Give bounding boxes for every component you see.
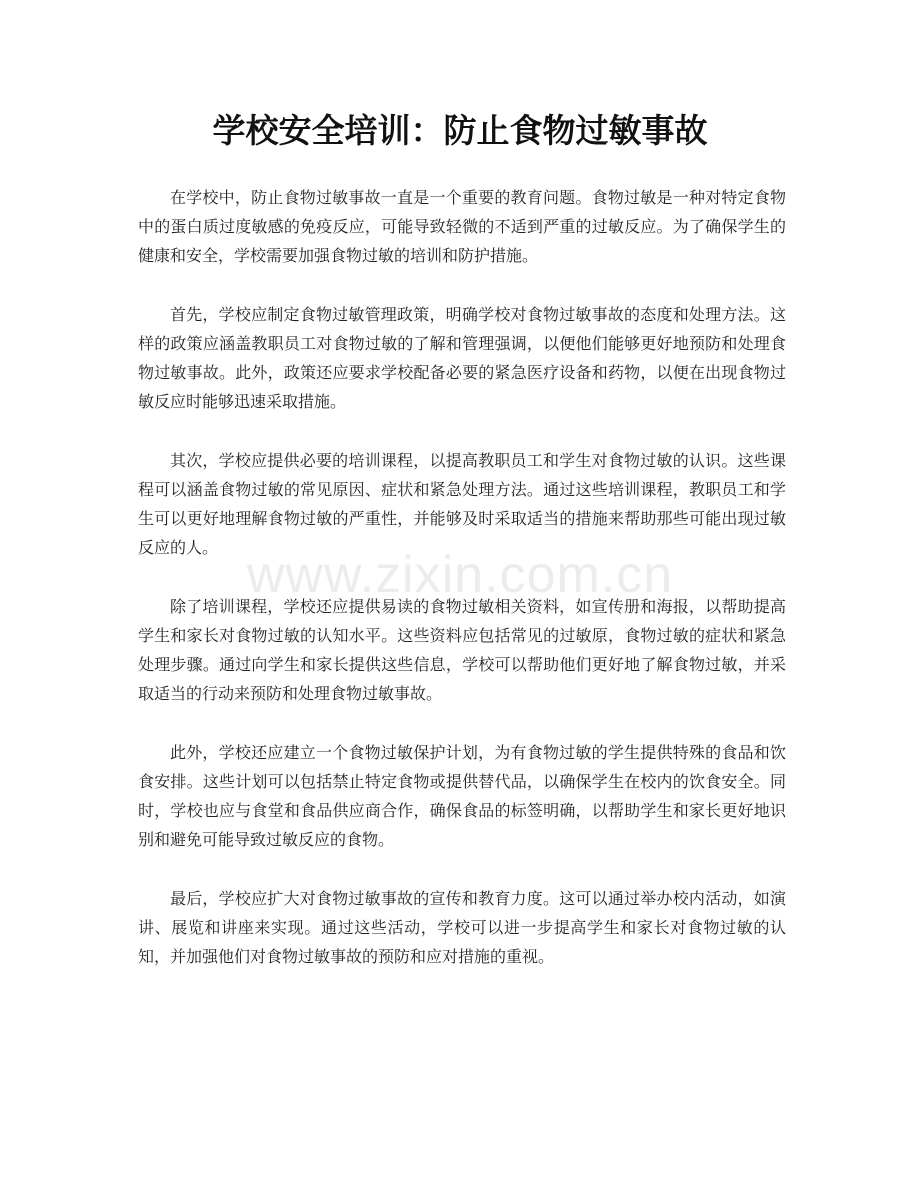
paragraph-3: 其次，学校应提供必要的培训课程，以提高教职员工和学生对食物过敏的认识。这些课程可以涵盖食物过敏的常见原因、症状和紧急处理方法。通过这些培训课程，教职员工和学生可以更好地理解食物过敏的严重性，并能够及时采取适当的措施来帮助那些可能出现过敏反应的人。 (138, 451, 786, 557)
paragraph-2: 首先，学校应制定食物过敏管理政策，明确学校对食物过敏事故的态度和处理方法。这样的政策应涵盖教职员工对食物过敏的了解和管理强调，以便他们能够更好地预防和处理食物过敏事故。此外，政策还应要求学校配备必要的紧急医疗设备和药物，以便在出现食物过敏反应时能够迅速采取措施。 (138, 305, 786, 411)
paragraph-1: 在学校中，防止食物过敏事故一直是一个重要的教育问题。食物过敏是一种对特定食物中的蛋白质过度敏感的免疫反应，可能导致轻微的不适到严重的过敏反应。为了确保学生的健康和安全，学校需要加强食物过敏的培训和防护措施。 (138, 188, 786, 265)
paragraph-6: 最后，学校应扩大对食物过敏事故的宣传和教育力度。这可以通过举办校内活动，如演讲、展览和讲座来实现。通过这些活动，学校可以进一步提高学生和家长对食物过敏的认知，并加强他们对食物过敏事故的预防和应对措施的重视。 (138, 889, 786, 966)
paragraph-4: 除了培训课程，学校还应提供易读的食物过敏相关资料，如宣传册和海报，以帮助提高学生和家长对食物过敏的认知水平。这些资料应包括常见的过敏原，食物过敏的症状和紧急处理步骤。通过向学生和家长提供这些信息，学校可以帮助他们更好地了解食物过敏，并采取适当的行动来预防和处理食物过敏事故。 (138, 597, 786, 703)
document-body (138, 183, 786, 1001)
paragraph-5: 此外，学校还应建立一个食物过敏保护计划，为有食物过敏的学生提供特殊的食品和饮食安排。这些计划可以包括禁止特定食物或提供替代品，以确保学生在校内的饮食安全。同时，学校也应与食堂和食品供应商合作，确保食品的标签明确，以帮助学生和家长更好地识别和避免可能导致过敏反应的食物。 (138, 743, 786, 849)
document-title: 学校安全培训：防止食物过敏事故 (212, 111, 708, 150)
watermark: www.zixin.com.cn (246, 546, 674, 604)
